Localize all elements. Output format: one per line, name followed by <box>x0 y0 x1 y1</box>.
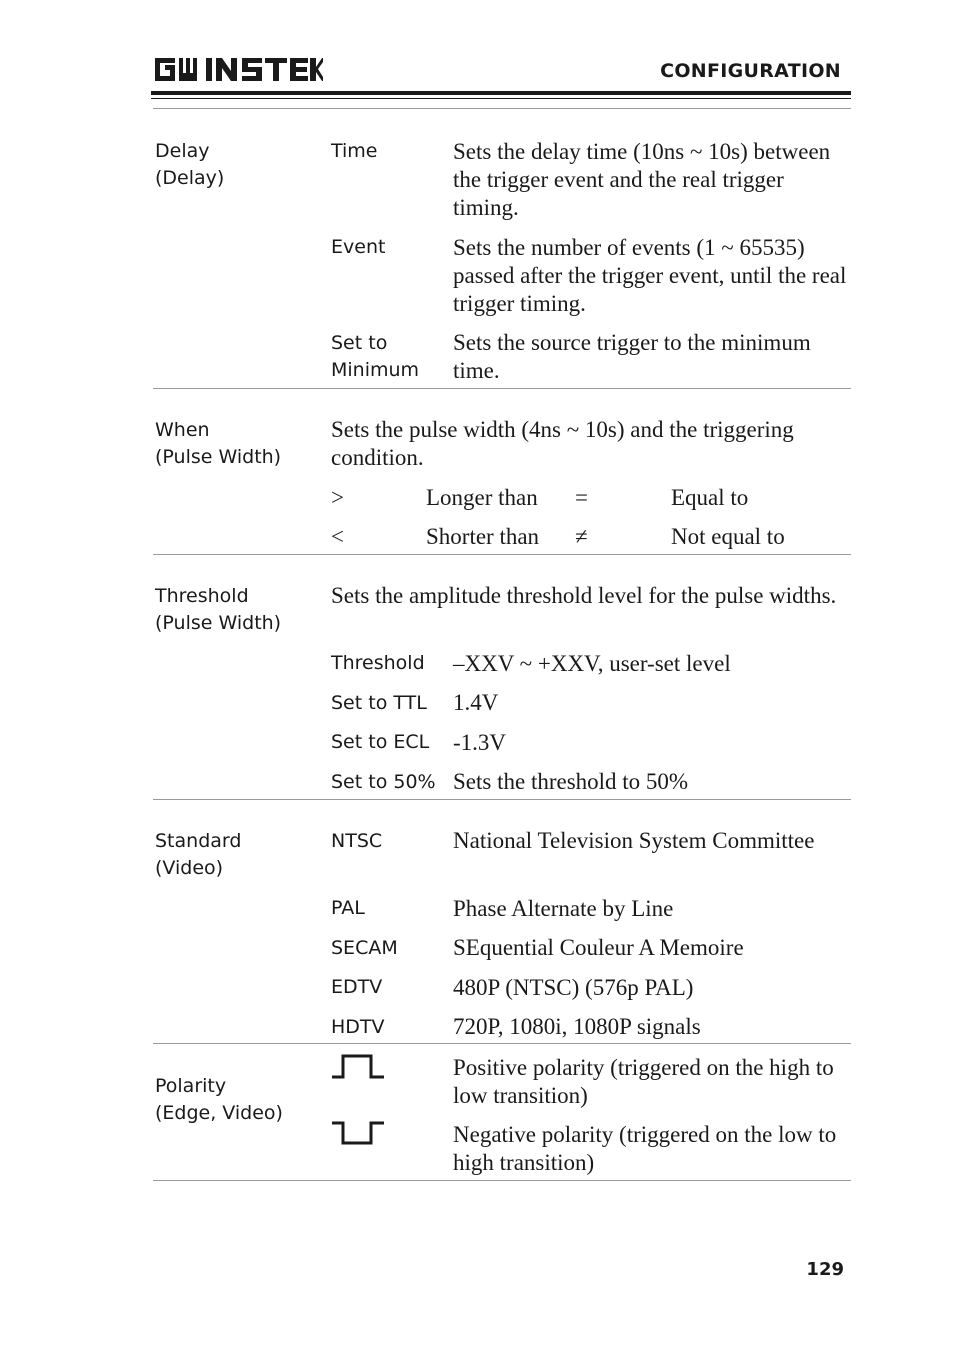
delay-event-desc: Sets the number of events (1 ~ 65535) passed after the trigger event, until the real trigger timing. <box>453 235 847 316</box>
standard-desc: 480P (NTSC) (576p PAL) <box>453 975 694 1000</box>
delay-time-sub: Time <box>331 140 378 162</box>
threshold-sub: Threshold <box>331 652 425 674</box>
delay-event-sub: Event <box>331 236 386 258</box>
threshold-label-line1: Threshold <box>155 585 249 607</box>
header-rule-thick <box>151 91 851 95</box>
row-divider <box>153 1043 851 1044</box>
threshold-value: 1.4V <box>453 690 499 715</box>
threshold-sub: Set to 50% <box>331 771 436 793</box>
threshold-label-line2: (Pulse Width) <box>155 612 282 634</box>
row-divider <box>153 388 851 389</box>
when-desc: Sets the pulse width (4ns ~ 10s) and the triggering condition. <box>331 417 794 470</box>
page-number: 129 <box>806 1259 844 1280</box>
positive-pulse-icon <box>331 1053 385 1084</box>
threshold-value: -1.3V <box>453 730 507 755</box>
threshold-sub: Set to TTL <box>331 692 427 714</box>
standard-sub: PAL <box>331 897 365 919</box>
standard-label <box>155 828 315 882</box>
when-label-line1: When <box>155 419 210 441</box>
standard-sub: HDTV <box>331 1016 385 1038</box>
delay-label-line1: Delay <box>155 140 210 162</box>
polarity-negative-desc: Negative polarity (triggered on the low to high transition) <box>453 1122 837 1175</box>
row-divider <box>153 554 851 555</box>
standard-sub: SECAM <box>331 937 398 959</box>
when-label-line2: (Pulse Width) <box>155 446 282 468</box>
negative-pulse-icon <box>331 1120 385 1151</box>
threshold-value: –XXV ~ +XXV, user-set level <box>453 651 731 676</box>
threshold-desc: Sets the amplitude threshold level for the pulse widths. <box>331 583 837 608</box>
threshold-sub: Set to ECL <box>331 731 430 753</box>
standard-desc: 720P, 1080i, 1080P signals <box>453 1014 701 1039</box>
standard-desc: SEquential Couleur A Memoire <box>453 935 744 960</box>
condition-text: Longer than <box>426 485 538 510</box>
condition-symbol: > <box>331 485 344 510</box>
when-label <box>155 417 315 471</box>
condition-symbol: ≠ <box>575 524 588 549</box>
header-rule-thin <box>151 98 851 99</box>
delay-minimum-sub <box>331 330 446 384</box>
row-divider <box>153 799 851 800</box>
gw-instek-logo <box>153 54 323 84</box>
delay-time-desc: Sets the delay time (10ns ~ 10s) between the trigger event and the real trigger timing. <box>453 139 831 220</box>
polarity-label <box>155 1073 315 1127</box>
standard-sub: NTSC <box>331 830 383 852</box>
table-top-rule <box>153 108 851 109</box>
standard-label-line1: Standard <box>155 830 242 852</box>
condition-text: Shorter than <box>426 524 540 549</box>
standard-desc: Phase Alternate by Line <box>453 896 674 921</box>
condition-symbol: < <box>331 524 344 549</box>
delay-minimum-desc: Sets the source trigger to the minimum time. <box>453 330 811 383</box>
standard-label-line2: (Video) <box>155 857 224 879</box>
condition-symbol: = <box>575 485 588 510</box>
delay-minimum-sub-line2: Minimum <box>331 359 420 381</box>
threshold-value: Sets the threshold to 50% <box>453 769 689 794</box>
standard-sub: EDTV <box>331 976 383 998</box>
polarity-label-line2: (Edge, Video) <box>155 1102 283 1124</box>
polarity-label-line1: Polarity <box>155 1075 227 1097</box>
gw-instek-logo-graphic <box>153 54 323 84</box>
row-divider <box>153 1180 851 1181</box>
condition-text: Equal to <box>671 485 749 510</box>
delay-label <box>155 138 315 192</box>
threshold-label <box>155 583 315 637</box>
standard-desc: National Television System Committee <box>453 828 815 853</box>
delay-minimum-sub-line1: Set to <box>331 332 388 354</box>
condition-text: Not equal to <box>671 524 785 549</box>
section-title: CONFIGURATION <box>660 60 841 82</box>
delay-label-line2: (Delay) <box>155 167 225 189</box>
polarity-positive-desc: Positive polarity (triggered on the high to low transition) <box>453 1055 834 1108</box>
